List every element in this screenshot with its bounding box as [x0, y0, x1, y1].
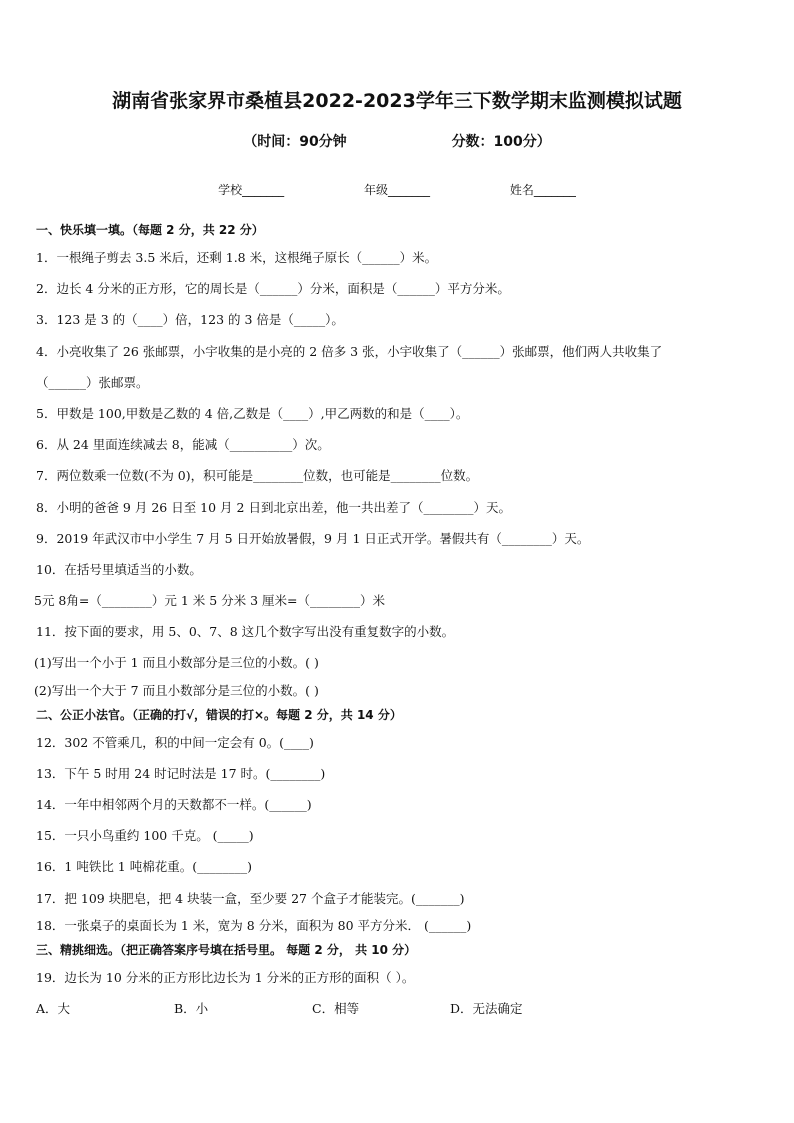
question-3: 3．123 是 3 的（____）倍，123 的 3 倍是（_____）。	[36, 312, 344, 328]
question-15: 15．一只小鸟重约 100 千克。 (_____)	[36, 828, 254, 844]
question-19: 19．边长为 10 分米的正方形比边长为 1 分米的正方形的面积（ ）。	[36, 969, 415, 985]
question-9: 9．2019 年武汉市中小学生 7 月 5 日开始放暑假，9 月 1 日正式开学。暑假共有（________）天。	[36, 530, 590, 546]
question-6: 6．从 24 里面连续减去 8，能减（__________）次。	[36, 437, 330, 453]
question-18: 18．一张桌子的桌面长为 1 米，宽为 8 分米，面积为 80 平方分米． (______)	[36, 917, 472, 933]
grade-field[interactable]: 年级_______	[363, 183, 430, 197]
school-field[interactable]: 学校_______	[218, 183, 285, 197]
section-heading: 三、精挑细选。（把正确答案序号填在括号里。 每题 2 分， 共 10 分）	[36, 942, 417, 957]
question-10-items: 5元 8角=（________）元 1 米 5 分米 3 厘米=（________）米	[34, 593, 386, 609]
option-a[interactable]: A．大	[36, 1000, 71, 1016]
question-1: 1．一根绳子剪去 3.5 米后，还剩 1.8 米，这根绳子原长（______）米。	[36, 250, 438, 265]
exam-meta	[0, 131, 794, 151]
section-heading: 二、公正小法官。（正确的打√，错误的打×。每题 2 分，共 14 分）	[36, 707, 402, 722]
question-2: 2．边长 4 分米的正方形，它的周长是（______）分米，面积是（______）平方分米。	[36, 281, 510, 297]
question-7: 7．两位数乘一位数(不为 0)，积可能是________位数，也可能是________位数。	[36, 468, 479, 484]
question-13: 13．下午 5 时用 24 时记时法是 17 时。(________)	[36, 765, 326, 781]
section-heading: 一、快乐填一填。（每题 2 分，共 22 分）	[36, 223, 264, 237]
question-5: 5．甲数是 100,甲数是乙数的 4 倍,乙数是（____）,甲乙两数的和是（____）。	[36, 405, 469, 421]
question-4: 4．小亮收集了 26 张邮票，小宇收集的是小亮的 2 倍多 3 张，小宇收集了（______）张邮票，他们两人共收集了	[36, 343, 663, 359]
question-17: 17．把 109 块肥皂，把 4 块装一盒，至少要 27 个盒子才能装完。(_______)	[36, 890, 465, 906]
question-11: 11．按下面的要求，用 5、0、7、8 这几个数字写出没有重复数字的小数。	[36, 624, 455, 640]
question-16: 16．1 吨铁比 1 吨棉花重。(________)	[36, 859, 252, 875]
question-8: 8．小明的爸爸 9 月 26 日至 10 月 2 日到北京出差，他一共出差了（________）天。	[36, 499, 511, 515]
question-11-part-1: (1)写出一个小于 1 而且小数部分是三位的小数。( )	[34, 655, 319, 671]
student-fields	[0, 181, 794, 198]
question-10: 10．在括号里填适当的小数。	[36, 561, 202, 577]
time-label: （时间：90分钟	[243, 134, 347, 150]
name-field[interactable]: 姓名_______	[509, 183, 576, 197]
exam-content	[36, 218, 766, 1024]
score-label: 分数：100分）	[451, 134, 551, 150]
question-14: 14．一年中相邻两个月的天数都不一样。(______)	[36, 797, 312, 812]
question-4-continued: （______）张邮票。	[36, 374, 149, 390]
question-11-part-2: (2)写出一个大于 7 而且小数部分是三位的小数。( )	[34, 682, 319, 698]
option-b[interactable]: B．小	[174, 1000, 209, 1016]
question-19-options	[36, 993, 766, 1024]
option-c[interactable]: C．相等	[312, 1000, 360, 1016]
page-title: 湖南省张家界市桑植县2022-2023学年三下数学期末监测模拟试题	[112, 90, 682, 112]
option-d[interactable]: D．无法确定	[450, 1000, 523, 1016]
question-12: 12．302 不管乘几，积的中间一定会有 0。(____)	[36, 734, 314, 750]
